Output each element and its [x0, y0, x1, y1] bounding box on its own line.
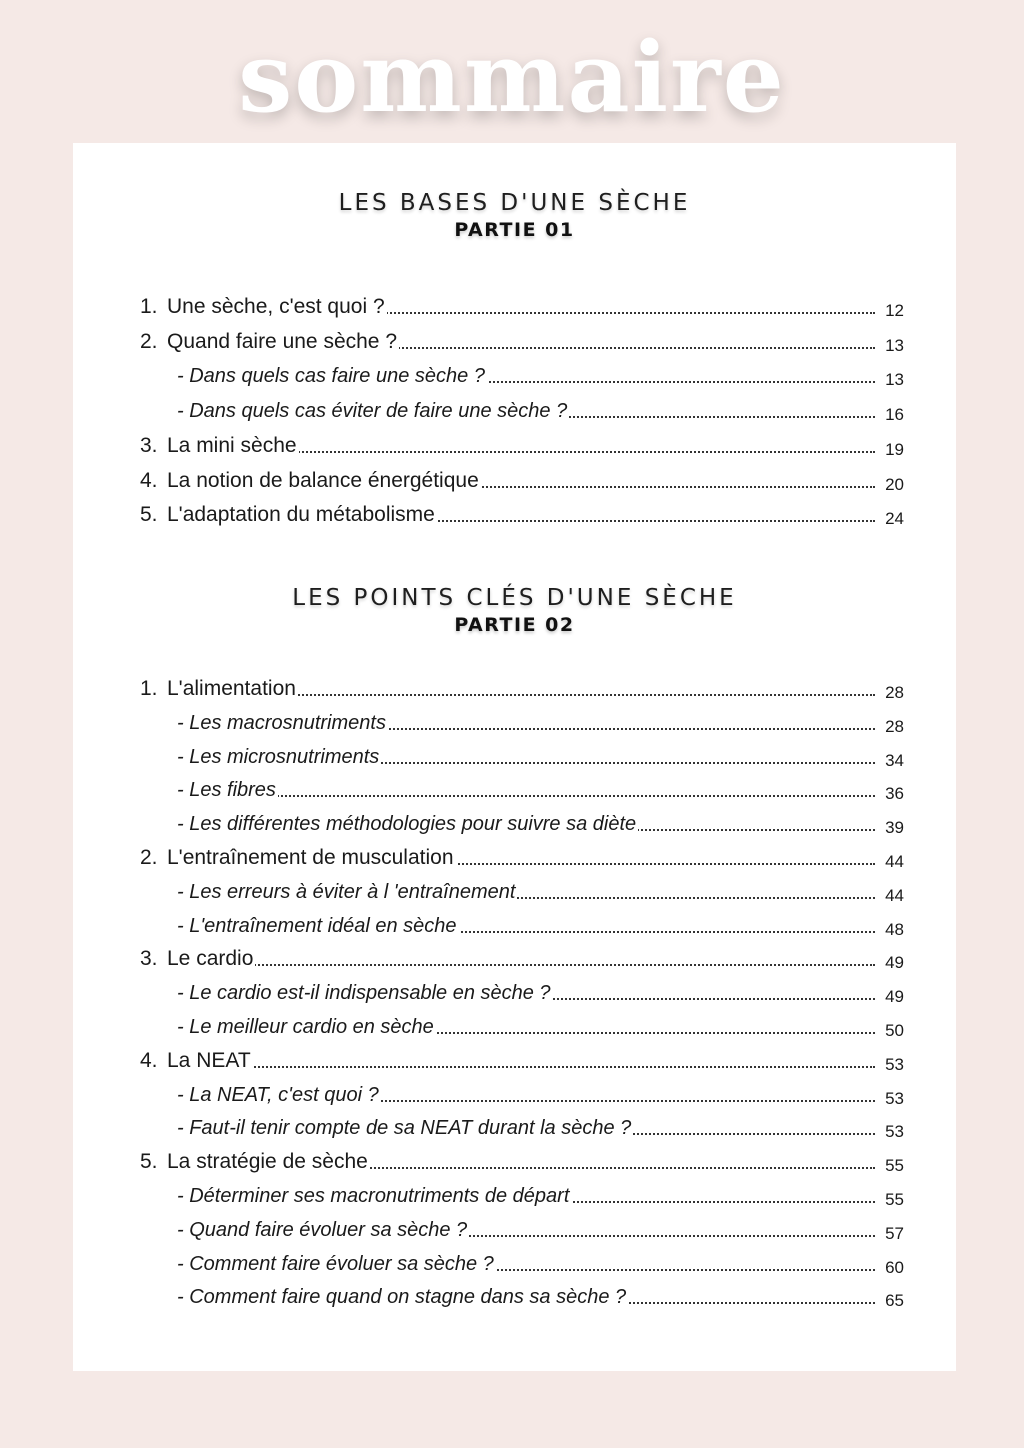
toc-entry-label: La NEAT — [167, 1046, 253, 1076]
toc-entry[interactable] — [73, 809, 956, 839]
toc-leader-dots — [167, 964, 875, 966]
toc-leader-dots — [177, 795, 875, 797]
toc-entry-label: La notion de balance énergétique — [167, 466, 481, 496]
toc-entry-page-number: 48 — [885, 919, 904, 939]
toc-entry-page-number: 24 — [885, 509, 904, 529]
part-02-subheading: PARTIE 02 — [454, 614, 575, 636]
toc-entry[interactable] — [73, 1215, 956, 1245]
toc-entry-page-number: 39 — [885, 818, 904, 838]
toc-card — [73, 143, 956, 1371]
toc-entry-label: - Dans quels cas éviter de faire une sèche ? — [177, 396, 569, 426]
toc-entry-number: 2. — [140, 846, 158, 869]
part-02-heading: LES POINTS CLÉS D'UNE SÈCHE — [292, 585, 737, 611]
toc-entry-label: - Comment faire évoluer sa sèche ? — [177, 1249, 496, 1279]
part-01-subheading: PARTIE 01 — [454, 219, 575, 241]
toc-entry-label: L'entraînement de musculation — [167, 843, 456, 873]
toc-entry-page-number: 16 — [885, 405, 904, 425]
toc-entry-number: 4. — [140, 468, 158, 492]
toc-entry-page-number: 53 — [885, 1054, 904, 1074]
toc-entry-label: L'adaptation du métabolisme — [167, 500, 437, 530]
toc-entry-label: - Les macrosnutriments — [177, 708, 388, 738]
toc-entry-page-number: 53 — [885, 1122, 904, 1142]
toc-entry[interactable] — [73, 361, 956, 391]
toc-entry[interactable] — [73, 1147, 956, 1177]
toc-entry-label: - Les fibres — [177, 775, 278, 805]
toc-entry[interactable] — [73, 466, 956, 496]
toc-entry-label: La mini sèche — [167, 431, 299, 461]
toc-entry-page-number: 19 — [885, 439, 904, 459]
toc-entry-page-number: 13 — [885, 370, 904, 390]
toc-entry-label: Quand faire une sèche ? — [167, 327, 399, 357]
toc-entry[interactable] — [73, 327, 956, 357]
toc-entry-label: Une sèche, c'est quoi ? — [167, 292, 387, 322]
toc-entry-page-number: 12 — [885, 301, 904, 320]
toc-entry-page-number: 55 — [885, 1156, 904, 1176]
toc-entry-page-number: 34 — [885, 750, 904, 770]
toc-entry[interactable] — [73, 775, 956, 805]
toc-entry-page-number: 65 — [885, 1291, 904, 1311]
page-title: sommaire — [238, 21, 786, 134]
toc-entry-page-number: 28 — [885, 683, 904, 702]
toc-entry-page-number: 44 — [885, 852, 904, 871]
toc-entry-page-number: 60 — [885, 1257, 904, 1277]
toc-entry-page-number: 49 — [885, 953, 904, 973]
toc-entry-page-number: 20 — [885, 474, 904, 494]
toc-entry[interactable] — [73, 396, 956, 426]
toc-entry-number: 5. — [140, 503, 158, 527]
toc-leader-dots — [167, 1066, 875, 1068]
part-01-heading: LES BASES D'UNE SÈCHE — [338, 190, 691, 216]
toc-entry[interactable] — [73, 944, 956, 974]
toc-entry-page-number: 28 — [885, 716, 904, 736]
toc-entry-number: 4. — [140, 1048, 158, 1072]
toc-entry[interactable] — [73, 500, 956, 530]
part-02-header — [73, 584, 956, 638]
toc-entry[interactable] — [73, 877, 956, 907]
toc-entry-label: - Le meilleur cardio en sèche — [177, 1012, 436, 1042]
toc-entry-label: La stratégie de sèche — [167, 1147, 370, 1177]
part-01-header — [73, 189, 956, 243]
toc-entry-label: - Dans quels cas faire une sèche ? — [177, 361, 487, 391]
toc-entry-number: 3. — [140, 433, 158, 457]
toc-entry-label: - Quand faire évoluer sa sèche ? — [177, 1215, 469, 1245]
toc-entry-label: - L'entraînement idéal en sèche — [177, 911, 459, 941]
toc-entry[interactable] — [73, 978, 956, 1008]
toc-entry-label: - Le cardio est-il indispensable en sèche ? — [177, 978, 553, 1008]
toc-entry-number: 5. — [140, 1150, 158, 1174]
toc-entry[interactable] — [73, 431, 956, 461]
toc-entry-label: - Déterminer ses macronutriments de départ — [177, 1181, 571, 1211]
toc-entry-page-number: 57 — [885, 1223, 904, 1243]
toc-entry[interactable] — [73, 843, 956, 873]
toc-entry-number: 1. — [140, 295, 158, 318]
toc-entry-page-number: 13 — [885, 335, 904, 355]
toc-entry-number: 3. — [140, 947, 158, 971]
toc-entry-number: 1. — [140, 677, 158, 700]
toc-entry-label: - Faut-il tenir compte de sa NEAT durant la sèche ? — [177, 1113, 633, 1143]
toc-entry-label: - Comment faire quand on stagne dans sa sèche ? — [177, 1282, 628, 1312]
toc-entry[interactable] — [73, 1113, 956, 1143]
toc-entry-label: - La NEAT, c'est quoi ? — [177, 1080, 381, 1110]
toc-entry[interactable] — [73, 292, 956, 322]
toc-entry[interactable] — [73, 742, 956, 772]
toc-entry-label: L'alimentation — [167, 674, 298, 704]
toc-entry-page-number: 49 — [885, 987, 904, 1007]
toc-entry-page-number: 55 — [885, 1190, 904, 1209]
toc-entry[interactable] — [73, 1080, 956, 1110]
toc-entry[interactable] — [73, 674, 956, 704]
toc-entry[interactable] — [73, 1046, 956, 1076]
toc-entry[interactable] — [73, 708, 956, 738]
toc-entry-page-number: 53 — [885, 1088, 904, 1108]
toc-entry-page-number: 44 — [885, 885, 904, 905]
toc-entry-number: 2. — [140, 329, 158, 353]
toc-entry[interactable] — [73, 1249, 956, 1279]
toc-entry[interactable] — [73, 1282, 956, 1312]
toc-entry-label: - Les différentes méthodologies pour suivre sa diète — [177, 809, 638, 839]
toc-entry-page-number: 36 — [885, 784, 904, 804]
toc-entry[interactable] — [73, 1181, 956, 1211]
toc-entry-label: - Les microsnutriments — [177, 742, 381, 772]
toc-entry-label: - Les erreurs à éviter à l 'entraînement — [177, 877, 517, 907]
toc-entry[interactable] — [73, 1012, 956, 1042]
toc-entry-page-number: 50 — [885, 1021, 904, 1040]
toc-entry[interactable] — [73, 911, 956, 941]
toc-entry-label: Le cardio — [167, 944, 255, 974]
